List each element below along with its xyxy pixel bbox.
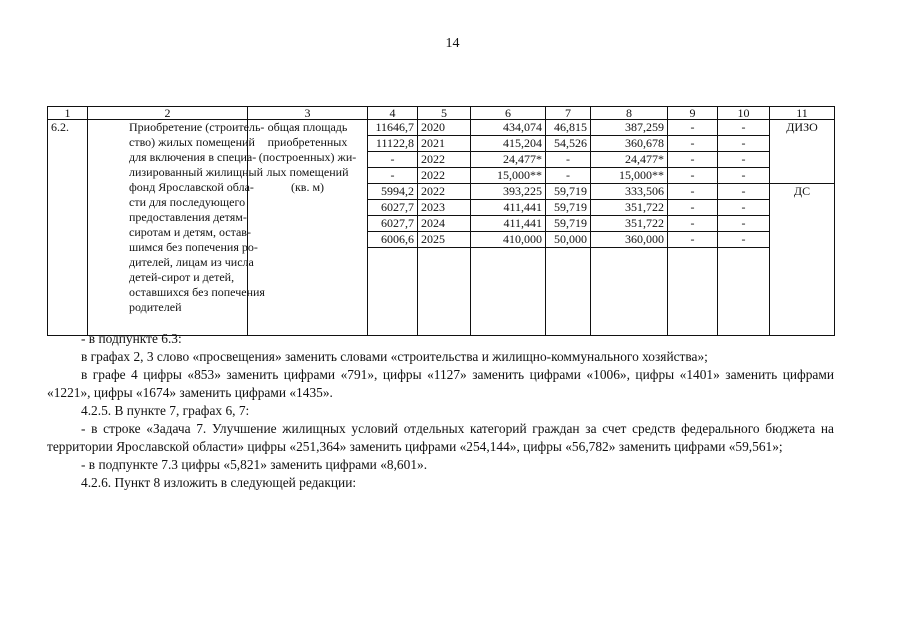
column-header: 8 [591,107,668,120]
other-cell: - [718,168,770,184]
regional-cell: 387,259 [591,120,668,136]
regional-cell: 24,477* [591,152,668,168]
item-name-line: предоставления детям- [129,210,247,224]
unit-line: (построенных) жи- [258,150,357,164]
regional-cell: 333,506 [591,184,668,200]
executor-cell: ДС [770,184,835,336]
total-cell: 24,477* [471,152,546,168]
other-cell: - [718,184,770,200]
local-cell: - [668,152,718,168]
document-body [47,330,834,492]
area-cell: 11646,7 [368,120,418,136]
regional-cell: 360,678 [591,136,668,152]
area-cell: 6027,7 [368,216,418,232]
item-name-line: Приобретение (строитель- [129,120,265,134]
other-cell: - [718,232,770,248]
item-name-line: для включения в специа- [129,150,257,164]
column-header: 1 [48,107,88,120]
year-cell: 2022 [418,184,471,200]
column-header: 2 [88,107,248,120]
year-cell: 2022 [418,168,471,184]
item-name-line: родителей [129,300,182,314]
page-number: 14 [445,36,460,51]
empty-cell [418,248,471,336]
federal-cell: 46,815 [546,120,591,136]
total-cell: 411,441 [471,216,546,232]
empty-cell [368,248,418,336]
paragraph: - в подпункте 6.3: [81,331,182,346]
item-name-line: детей-сирот и детей, [129,270,235,284]
item-name-line: оставшихся без попечения [129,285,265,299]
paragraph: 4.2.5. В пункте 7, графах 6, 7: [81,403,250,418]
total-cell: 411,441 [471,200,546,216]
year-cell: 2022 [418,152,471,168]
federal-cell: 50,000 [546,232,591,248]
item-number-cell: 6.2. [48,120,88,336]
item-name-line: лизированный жилищный [129,165,264,179]
item-name-line: сиротам и детям, остав- [129,225,251,239]
regional-cell: 360,000 [591,232,668,248]
table-header-row [48,107,835,120]
item-name-line: фонд Ярославской обла- [129,180,254,194]
empty-cell [471,248,546,336]
federal-cell: 59,719 [546,216,591,232]
other-cell: - [718,120,770,136]
item-name-line: дителей, лицам из числа [129,255,254,269]
federal-cell: - [546,152,591,168]
local-cell: - [668,168,718,184]
program-table [47,106,835,336]
item-name-line: ство) жилых помещений [129,135,255,149]
item-name-line: сти для последующего [129,195,246,209]
local-cell: - [668,136,718,152]
paragraph: 4.2.6. Пункт 8 изложить в следующей редакции: [81,475,357,490]
local-cell: - [668,200,718,216]
column-header: 6 [471,107,546,120]
area-cell: 5994,2 [368,184,418,200]
column-header: 3 [248,107,368,120]
unit-line: лых помещений [266,165,349,179]
local-cell: - [668,232,718,248]
regional-cell: 351,722 [591,200,668,216]
column-header: 4 [368,107,418,120]
year-cell: 2023 [418,200,471,216]
total-cell: 415,204 [471,136,546,152]
federal-cell: 54,526 [546,136,591,152]
area-cell: - [368,168,418,184]
table-row [48,120,835,136]
local-cell: - [668,120,718,136]
year-cell: 2025 [418,232,471,248]
item-name-line: шимся без попечения ро- [129,240,258,254]
unit-line: приобретенных [267,135,348,149]
paragraph: в графе 4 цифры «853» заменить цифрами «791», цифры «1127» заменить цифрами «1006», цифры «1401» заменить цифрами «1221», цифры «1674» заменить цифрами «1435». [47,367,834,400]
area-cell: - [368,152,418,168]
executor-cell: ДИЗО [770,120,835,184]
column-header: 10 [718,107,770,120]
total-cell: 410,000 [471,232,546,248]
column-header: 5 [418,107,471,120]
regional-cell: 15,000** [591,168,668,184]
year-cell: 2020 [418,120,471,136]
total-cell: 434,074 [471,120,546,136]
item-name-cell [88,120,265,336]
empty-cell [718,248,770,336]
column-header: 7 [546,107,591,120]
area-cell: 6027,7 [368,200,418,216]
total-cell: 393,225 [471,184,546,200]
paragraph: - в подпункте 7.3 цифры «5,821» заменить цифрами «8,601». [81,457,428,472]
column-header: 11 [770,107,835,120]
other-cell: - [718,200,770,216]
empty-cell [591,248,668,336]
other-cell: - [718,136,770,152]
empty-cell [668,248,718,336]
other-cell: - [718,216,770,232]
paragraph: - в строке «Задача 7. Улучшение жилищных условий отдельных категорий граждан за счет средств федерального бюджета на территории Ярославской области» цифры «251,364» заменить цифрами «254,144», цифры «56,782» заменить цифрами «59,561»; [47,421,834,454]
unit-cell [248,120,368,336]
other-cell: - [718,152,770,168]
local-cell: - [668,184,718,200]
federal-cell: 59,719 [546,184,591,200]
column-header: 9 [668,107,718,120]
year-cell: 2024 [418,216,471,232]
total-cell: 15,000** [471,168,546,184]
regional-cell: 351,722 [591,216,668,232]
empty-cell [546,248,591,336]
local-cell: - [668,216,718,232]
paragraph: в графах 2, 3 слово «просвещения» заменить словами «строительства и жилищно-коммунального хозяйства»; [81,349,708,364]
federal-cell: - [546,168,591,184]
year-cell: 2021 [418,136,471,152]
unit-line: (кв. м) [290,180,325,194]
federal-cell: 59,719 [546,200,591,216]
area-cell: 11122,8 [368,136,418,152]
unit-line: общая площадь [267,120,348,134]
area-cell: 6006,6 [368,232,418,248]
